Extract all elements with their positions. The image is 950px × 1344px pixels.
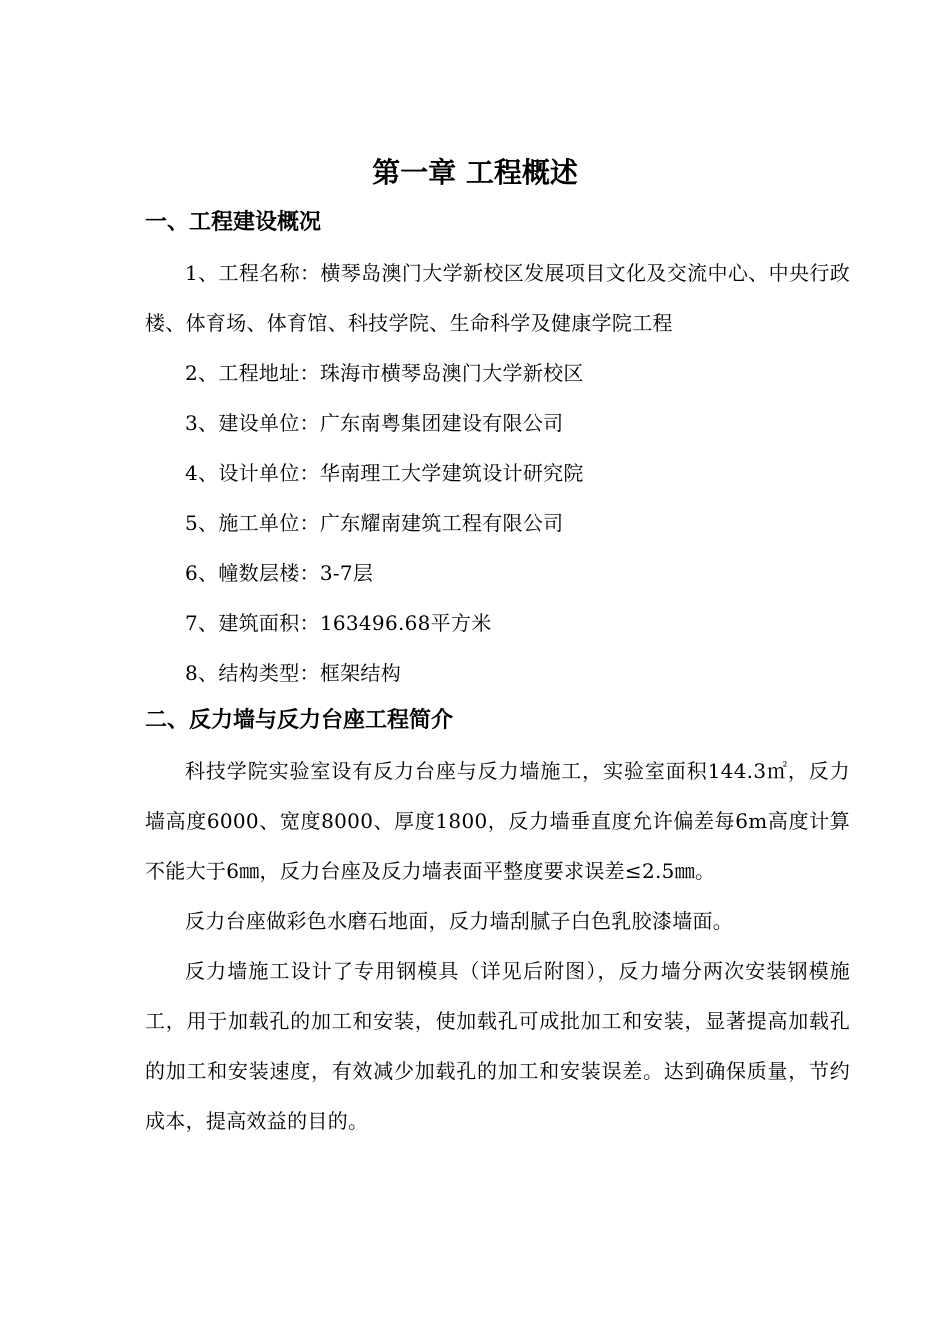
owner-unit-item: 3、建设单位：广东南粤集团建设有限公司 <box>185 411 564 435</box>
section-heading-overview: 一、工程建设概况 <box>145 210 322 235</box>
paragraph-finishes: 反力台座做彩色水磨石地面，反力墙刮腻子白色乳胶漆墙面。 <box>185 909 734 933</box>
chapter-title: 第一章 工程概述 <box>372 156 578 189</box>
building-area-item: 7、建筑面积：163496.68平方米 <box>185 611 492 635</box>
structure-type-item: 8、结构类型：框架结构 <box>185 661 402 685</box>
section-heading-reaction-wall: 二、反力墙与反力台座工程简介 <box>145 708 454 733</box>
reaction-wall-description <box>145 746 850 1146</box>
floors-item: 6、幢数层楼：3-7层 <box>185 561 374 585</box>
paragraph-lab-specs: 科技学院实验室设有反力台座与反力墙施工，实验室面积144.3㎡，反力墙高度6000、宽度8000、厚度1800，反力墙垂直度允许偏差每6m高度计算不能大于6㎜，反力台座及反力墙表面平整度要求误差≤2.5㎜。 <box>145 759 850 883</box>
project-info-list <box>145 248 850 698</box>
construction-unit-item: 5、施工单位：广东耀南建筑工程有限公司 <box>185 511 564 535</box>
paragraph-formwork: 反力墙施工设计了专用钢模具（详见后附图），反力墙分两次安装钢模施工，用于加载孔的加工和安装，使加载孔可成批加工和安装，显著提高加载孔的加工和安装速度，有效减少加载孔的加工和安装误差。达到确保质量，节约成本，提高效益的目的。 <box>145 959 850 1133</box>
project-name-item: 1、工程名称：横琴岛澳门大学新校区发展项目文化及交流中心、中央行政楼、体育场、体育馆、科技学院、生命科学及健康学院工程 <box>145 261 850 335</box>
project-address-item: 2、工程地址：珠海市横琴岛澳门大学新校区 <box>185 361 584 385</box>
design-unit-item: 4、设计单位：华南理工大学建筑设计研究院 <box>185 461 584 485</box>
